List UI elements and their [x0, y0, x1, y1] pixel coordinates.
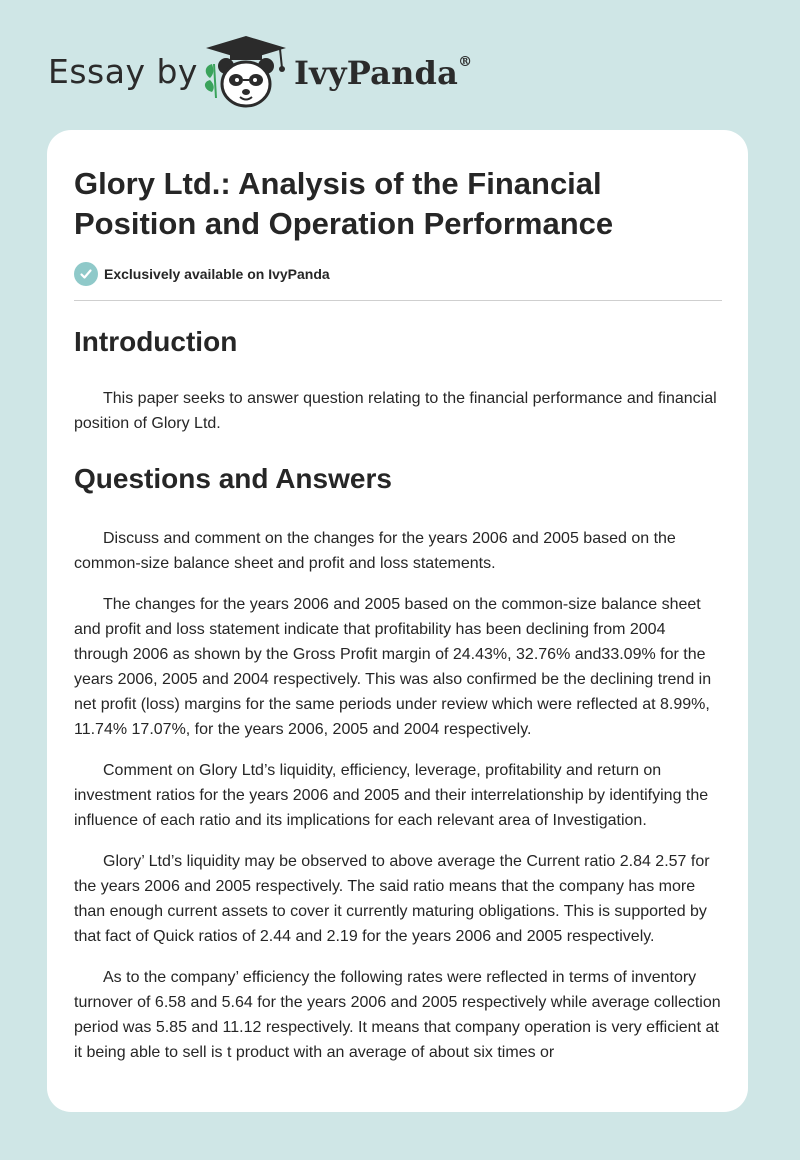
registered-mark: ®	[458, 54, 473, 71]
section-heading-introduction: Introduction	[74, 326, 238, 357]
exclusive-badge	[74, 261, 722, 287]
article-card	[47, 130, 748, 1112]
article-title: Glory Ltd.: Analysis of the Financial Position and Operation Performance	[74, 166, 614, 241]
brand-text: IvyPanda	[294, 54, 459, 92]
exclusive-label: Exclusively available on IvyPanda	[104, 266, 330, 282]
paragraph: Glory’ Ltd’s liquidity may be observed to above average the Current ratio 2.84 2.57 for the years 2006 and 2005 respectively. The said ratio means that the company has more than enough current assets to cover it currently maturing obligations. This is supported by that fact of Quick ratios of 2.44 and 2.19 for the years 2006 and 2005 respectively.	[74, 853, 710, 945]
paragraph: Comment on Glory Ltd’s liquidity, efficiency, leverage, profitability and return on investment ratios for the years 2006 and 2005 and their interrelationship by identifying the influence of each ratio and its implications for each relevant area of Investigation.	[74, 762, 709, 829]
paragraph: The changes for the years 2006 and 2005 based on the common-size balance sheet and profit and loss statement indicate that profitability has been declining from 2004 through 2006 as shown by the Gross Profit margin of 24.43%, 32.76% and33.09% for the years 2006, 2005 and 2004 respectively. This was also confirmed be the declining trend in net profit (loss) margins for the same periods under review which were reflected at 8.99%, 11.74% 17.07%, for the years 2006, 2005 and 2004 respectively.	[74, 596, 712, 738]
brand-name[interactable]	[294, 54, 472, 92]
section-heading-questions-answers: Questions and Answers	[74, 463, 392, 494]
paragraph: As to the company’ efficiency the following rates were reflected in terms of inventory turnover of 6.58 and 5.64 for the years 2006 and 2005 respectively while average collection period was 5.85 and 11.12 respectively. It means that company operation is very efficient at it being able to sell is t product with an average of about six times or	[74, 969, 721, 1061]
panda-graduate-icon[interactable]	[200, 34, 292, 110]
article-content	[74, 164, 722, 1065]
title-divider	[74, 300, 722, 301]
paragraph: This paper seeks to answer question relating to the financial performance and financial position of Glory Ltd.	[74, 390, 717, 432]
essay-by-label: Essay by	[48, 52, 198, 91]
check-circle-icon	[74, 262, 98, 286]
site-header	[48, 34, 508, 110]
paragraph: Discuss and comment on the changes for the years 2006 and 2005 based on the common-size balance sheet and profit and loss statements.	[74, 530, 676, 572]
